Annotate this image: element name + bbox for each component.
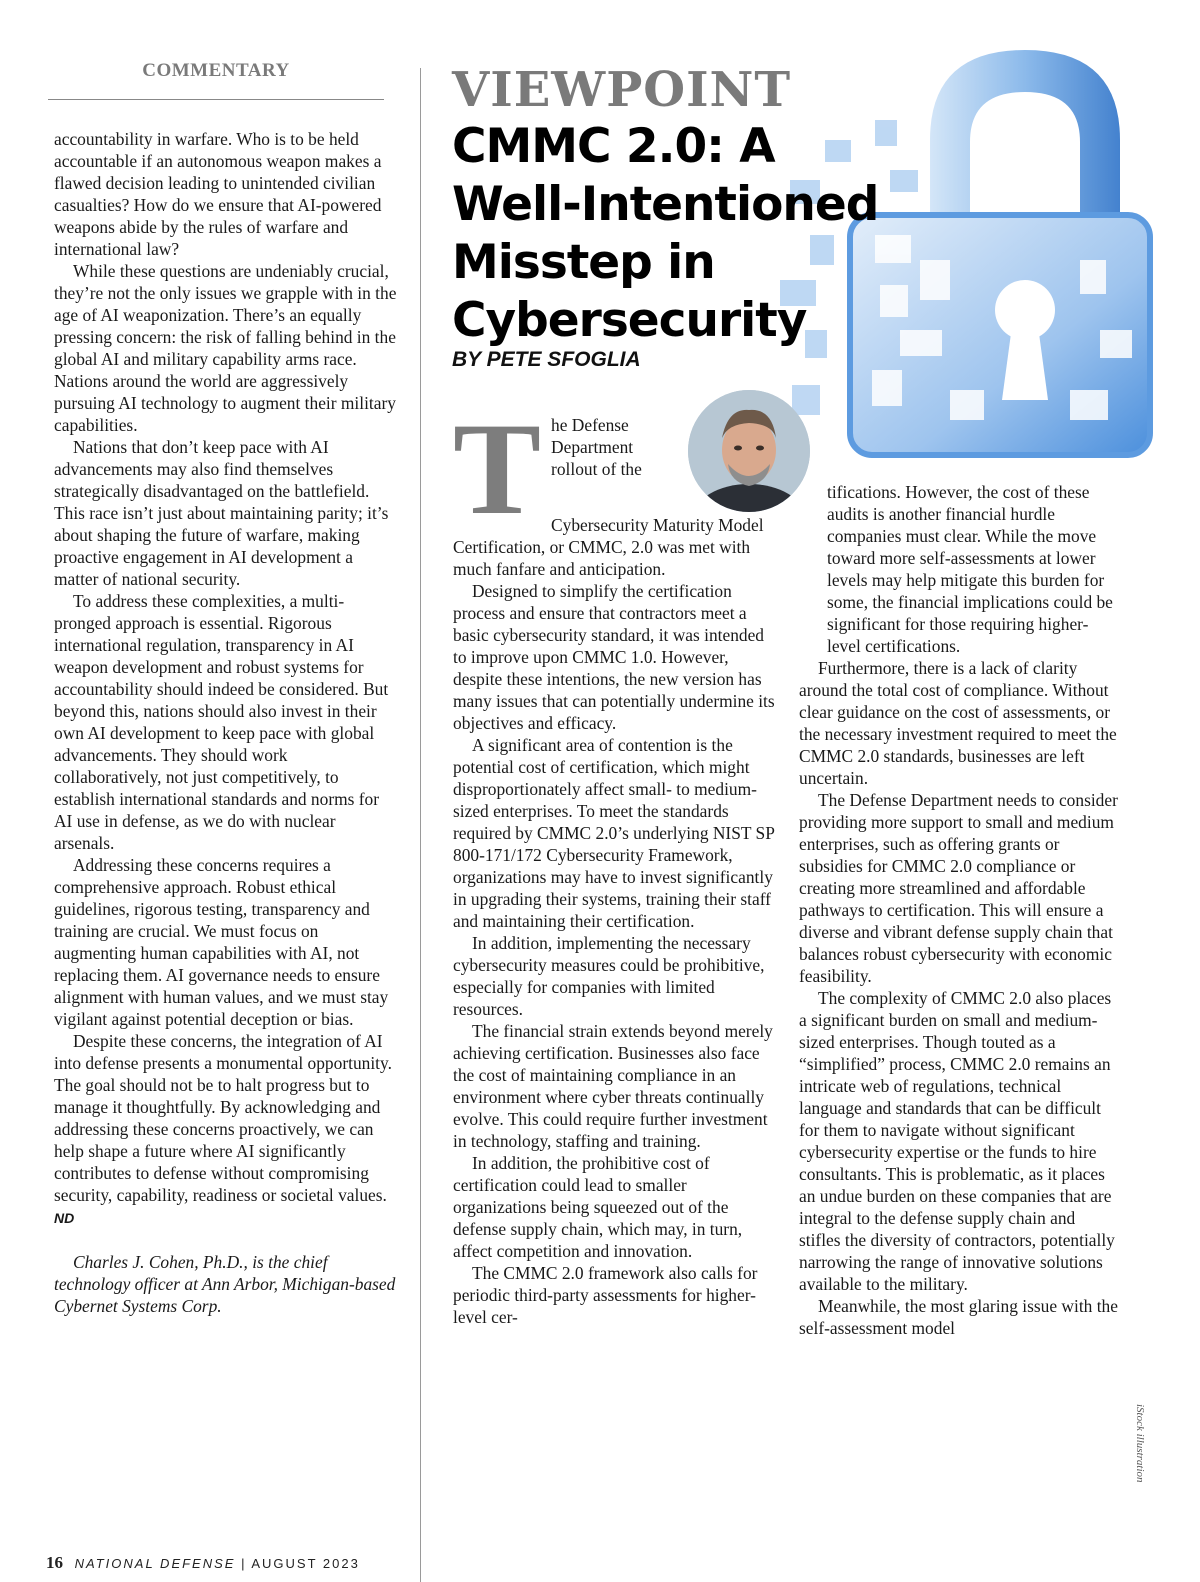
drop-cap: T	[453, 395, 542, 542]
commentary-last-paragraph-text: Despite these concerns, the integration of AI into defense presents a monumental opportunity. The goal should not be to halt progress but to manage it thoughtfully. By acknowledging and addressing these concerns proactively, we can help shape a future where AI significantly contributes to defense without compromising security, capability, readiness or societal values.	[54, 1031, 392, 1205]
article-paragraph: tifications. However, the cost of these audits is another financial hurdle companies must clear. While the move toward more self-assessments at lower levels may help mitigate this burden for some, the financial implications could be significant for those requiring higher-level certifications.	[827, 482, 1113, 656]
publication-name: NATIONAL DEFENSE	[74, 1556, 236, 1571]
article-kicker: VIEWPOINT	[452, 62, 792, 118]
article-headline	[452, 118, 922, 350]
article-paragraph: In addition, implementing the necessary cybersecurity measures could be prohibitive, especially for companies with limited resources.	[453, 933, 765, 1019]
article-paragraph: In addition, the prohibitive cost of certification could lead to smaller organizations being squeezed out of the defense supply chain, which may, in turn, affect competition and innovation.	[453, 1153, 743, 1261]
end-mark: ND	[54, 1210, 75, 1226]
article-column-1	[453, 395, 775, 1328]
commentary-column	[54, 128, 399, 1317]
headline-line: CMMC 2.0: A	[452, 119, 775, 174]
issue-date: AUGUST 2023	[251, 1556, 360, 1571]
commentary-paragraph: Nations that don’t keep pace with AI advancements may also find themselves strategically disadvantaged on the battlefield. This race isn’t just about maintaining parity; it’s about shaping the future of warfare, making proactive engagement in AI development a matter of national security.	[54, 437, 389, 589]
commentary-paragraph: Addressing these concerns requires a comprehensive approach. Robust ethical guidelines, rigorous testing, transparency and training are crucial. We must focus on augmenting human capabilities with AI, not replacing them. AI governance needs to ensure alignment with human values, and we must stay vigilant against potential deception or bias.	[54, 855, 389, 1029]
author-bio: Charles J. Cohen, Ph.D., is the chief technology officer at Ann Arbor, Michigan-based Cybernet Systems Corp.	[54, 1252, 396, 1316]
article-paragraph: The CMMC 2.0 framework also calls for periodic third-party assessments for higher-level cer-	[453, 1263, 758, 1327]
article-paragraph: Designed to simplify the certification process and ensure that contractors meet a basic cybersecurity standard, it was intended to improve upon CMMC 1.0. However, despite these intentions, the new version has many issues that can potentially undermine its objectives and efficacy.	[453, 581, 775, 733]
commentary-paragraph: accountability in warfare. Who is to be held accountable if an autonomous weapon makes a flawed decision leading to unintended civilian casualties? How do we ensure that AI-powered weapons abide by the rules of warfare and international law?	[54, 129, 382, 259]
page-number: 16	[46, 1553, 63, 1572]
page-footer	[46, 1553, 360, 1573]
column-divider	[420, 68, 421, 1582]
photo-wrap-spacer	[643, 414, 775, 514]
commentary-paragraph: While these questions are undeniably crucial, they’re not the only issues we grapple with in the age of AI weaponization. There’s an equally pressing concern: the risk of falling behind in the global AI and military capability arms race. Nations around the world are aggressively pursuing AI technology to augment their military capabilities.	[54, 261, 397, 435]
article-paragraph: Furthermore, there is a lack of clarity around the total cost of compliance. Without clear guidance on the cost of assessments, or the necessary investment required to meet the CMMC 2.0 standards, businesses are left uncertain.	[799, 658, 1117, 788]
byline: BY PETE SFOGLIA	[452, 348, 641, 371]
section-divider	[48, 99, 384, 100]
footer-separator: |	[241, 1556, 247, 1571]
article-paragraph: he Defense Department rollout of the Cybersecurity Maturity Model Certification, or CMMC, 2.0 was met with much fanfare and anticipation.	[453, 415, 764, 579]
lock-shackle	[930, 50, 1120, 230]
article-paragraph: The Defense Department needs to consider providing more support to small and medium enterprises, such as offering grants or subsidies for CMMC 2.0 compliance or creating more streamlined and affordable pathways to certification. This will ensure a diverse and vibrant defense supply chain that balances robust cybersecurity with economic feasibility.	[799, 790, 1118, 986]
commentary-paragraph	[54, 1030, 399, 1229]
commentary-paragraph: To address these complexities, a multi-pronged approach is essential. Rigorous international regulation, transparency in AI weapon development and robust systems for accountability should indeed be considered. But beyond this, nations should also invest in their own AI development to keep pace with global advancements. They should work collaboratively, not just competitively, to establish international standards and norms for AI use in defense, as we do with nuclear arsenals.	[54, 591, 389, 853]
article-paragraph: The financial strain extends beyond merely achieving certification. Businesses also face the cost of maintaining compliance in an environment where cyber threats continually evolve. This could require further investment in technology, staffing and training.	[453, 1021, 773, 1151]
article-column-2	[799, 481, 1121, 1339]
article-paragraph: The complexity of CMMC 2.0 also places a significant burden on small and medium-sized enterprises. Though touted as a “simplified” process, CMMC 2.0 remains an intricate web of regulations, technical language and standards that can be difficult for them to navigate without significant cybersecurity expertise or the funds to hire consultants. This is problematic, as it places an undue burden on these companies that are integral to the defense supply chain and stifles the diversity of contractors, potentially narrowing the range of innovative solutions available to the military.	[799, 988, 1115, 1294]
headline-line: Cybersecurity	[452, 293, 807, 348]
headline-line: Well-Intentioned	[452, 177, 879, 232]
article-paragraph: A significant area of contention is the potential cost of certification, which might disproportionately affect small- to medium-sized enterprises. To meet the standards required by CMMC 2.0’s underlying NIST SP 800-171/172 Cybersecurity Framework, organizations may have to invest significantly in upgrading their systems, training their staff and maintaining their certification.	[453, 735, 775, 931]
image-credit: iStock illustration	[1134, 1404, 1146, 1483]
article-paragraph: Meanwhile, the most glaring issue with the self-assessment model	[799, 1296, 1118, 1338]
headline-line: Misstep in	[452, 235, 715, 290]
section-label: COMMENTARY	[142, 60, 290, 81]
